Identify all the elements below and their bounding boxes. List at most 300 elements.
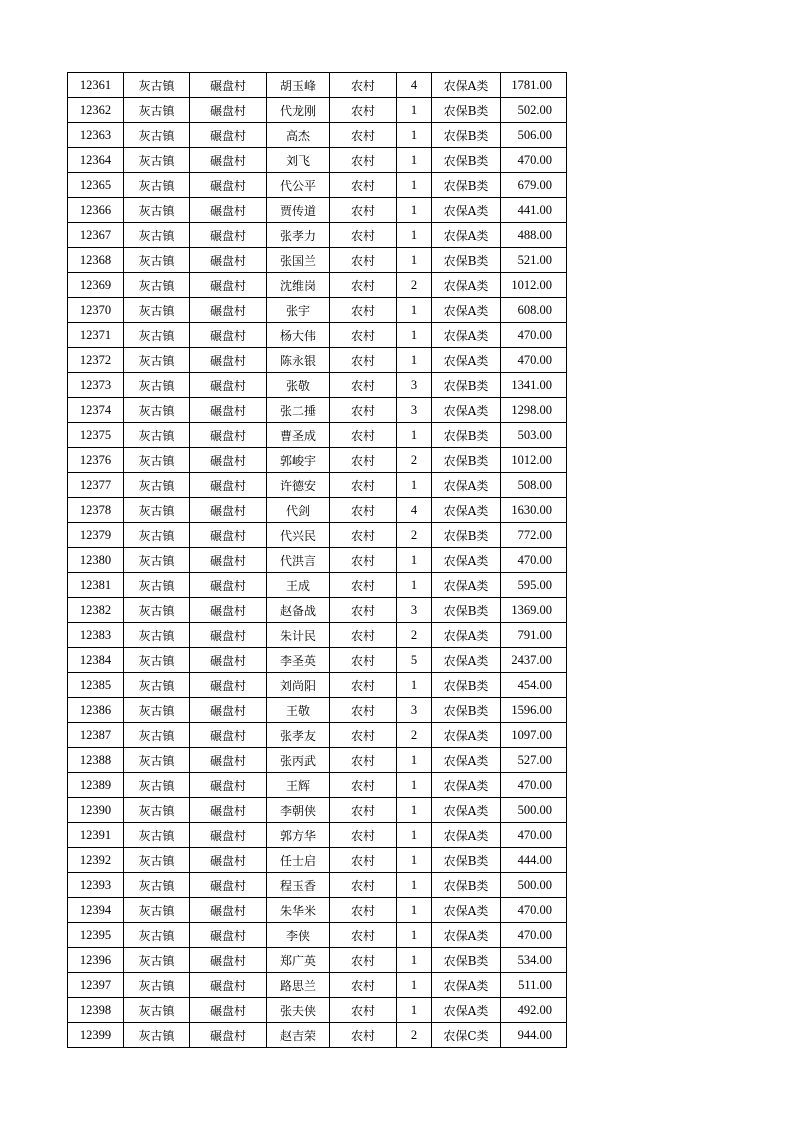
table-row — [68, 873, 567, 898]
household-type-cell: 农村 — [330, 173, 397, 198]
village-cell: 碾盘村 — [190, 998, 267, 1023]
row-number-cell: 12366 — [68, 198, 124, 223]
table-row — [68, 298, 567, 323]
insurance-category-cell: 农保A类 — [432, 73, 501, 98]
amount-cell: 511.00 — [501, 973, 567, 998]
town-cell: 灰古镇 — [124, 323, 190, 348]
record-table — [67, 72, 567, 1048]
household-type-cell: 农村 — [330, 223, 397, 248]
name-cell: 刘尚阳 — [267, 673, 330, 698]
insurance-category-cell: 农保B类 — [432, 423, 501, 448]
amount-cell: 470.00 — [501, 323, 567, 348]
town-cell: 灰古镇 — [124, 748, 190, 773]
village-cell: 碾盘村 — [190, 173, 267, 198]
insurance-category-cell: 农保A类 — [432, 623, 501, 648]
village-cell: 碾盘村 — [190, 123, 267, 148]
insurance-category-cell: 农保B类 — [432, 373, 501, 398]
name-cell: 代龙刚 — [267, 98, 330, 123]
town-cell: 灰古镇 — [124, 623, 190, 648]
row-number-cell: 12367 — [68, 223, 124, 248]
insurance-category-cell: 农保A类 — [432, 498, 501, 523]
member-count-cell: 1 — [397, 573, 432, 598]
member-count-cell: 1 — [397, 123, 432, 148]
table-row — [68, 848, 567, 873]
name-cell: 张宇 — [267, 298, 330, 323]
member-count-cell: 1 — [397, 198, 432, 223]
village-cell: 碾盘村 — [190, 273, 267, 298]
town-cell: 灰古镇 — [124, 73, 190, 98]
row-number-cell: 12380 — [68, 548, 124, 573]
village-cell: 碾盘村 — [190, 73, 267, 98]
member-count-cell: 3 — [397, 698, 432, 723]
row-number-cell: 12372 — [68, 348, 124, 373]
table-row — [68, 898, 567, 923]
insurance-category-cell: 农保A类 — [432, 973, 501, 998]
name-cell: 王成 — [267, 573, 330, 598]
household-type-cell: 农村 — [330, 773, 397, 798]
name-cell: 代剑 — [267, 498, 330, 523]
name-cell: 朱华米 — [267, 898, 330, 923]
amount-cell: 595.00 — [501, 573, 567, 598]
insurance-category-cell: 农保B类 — [432, 523, 501, 548]
name-cell: 刘飞 — [267, 148, 330, 173]
name-cell: 赵备战 — [267, 598, 330, 623]
member-count-cell: 1 — [397, 798, 432, 823]
household-type-cell: 农村 — [330, 623, 397, 648]
table-row — [68, 498, 567, 523]
name-cell: 张敬 — [267, 373, 330, 398]
table-row — [68, 223, 567, 248]
name-cell: 张孝友 — [267, 723, 330, 748]
household-type-cell: 农村 — [330, 898, 397, 923]
amount-cell: 1369.00 — [501, 598, 567, 623]
row-number-cell: 12385 — [68, 673, 124, 698]
row-number-cell: 12377 — [68, 473, 124, 498]
table-row — [68, 473, 567, 498]
name-cell: 任士启 — [267, 848, 330, 873]
insurance-category-cell: 农保A类 — [432, 648, 501, 673]
table-row — [68, 648, 567, 673]
member-count-cell: 4 — [397, 73, 432, 98]
table-row — [68, 423, 567, 448]
table-row — [68, 1023, 567, 1048]
insurance-category-cell: 农保B类 — [432, 848, 501, 873]
household-type-cell: 农村 — [330, 498, 397, 523]
row-number-cell: 12388 — [68, 748, 124, 773]
town-cell: 灰古镇 — [124, 148, 190, 173]
insurance-category-cell: 农保A类 — [432, 298, 501, 323]
table-row — [68, 948, 567, 973]
amount-cell: 500.00 — [501, 798, 567, 823]
name-cell: 代兴民 — [267, 523, 330, 548]
table-row — [68, 173, 567, 198]
amount-cell: 772.00 — [501, 523, 567, 548]
table-row — [68, 373, 567, 398]
name-cell: 赵吉荣 — [267, 1023, 330, 1048]
amount-cell: 1596.00 — [501, 698, 567, 723]
amount-cell: 1097.00 — [501, 723, 567, 748]
insurance-category-cell: 农保B类 — [432, 173, 501, 198]
row-number-cell: 12381 — [68, 573, 124, 598]
town-cell: 灰古镇 — [124, 448, 190, 473]
name-cell: 许德安 — [267, 473, 330, 498]
name-cell: 贾传道 — [267, 198, 330, 223]
household-type-cell: 农村 — [330, 1023, 397, 1048]
member-count-cell: 1 — [397, 773, 432, 798]
town-cell: 灰古镇 — [124, 348, 190, 373]
insurance-category-cell: 农保B类 — [432, 673, 501, 698]
town-cell: 灰古镇 — [124, 548, 190, 573]
amount-cell: 506.00 — [501, 123, 567, 148]
amount-cell: 1781.00 — [501, 73, 567, 98]
town-cell: 灰古镇 — [124, 648, 190, 673]
name-cell: 李朝侠 — [267, 798, 330, 823]
insurance-category-cell: 农保A类 — [432, 223, 501, 248]
village-cell: 碾盘村 — [190, 973, 267, 998]
town-cell: 灰古镇 — [124, 573, 190, 598]
insurance-category-cell: 农保A类 — [432, 748, 501, 773]
table-row — [68, 598, 567, 623]
row-number-cell: 12368 — [68, 248, 124, 273]
row-number-cell: 12371 — [68, 323, 124, 348]
row-number-cell: 12373 — [68, 373, 124, 398]
amount-cell: 502.00 — [501, 98, 567, 123]
table-row — [68, 348, 567, 373]
amount-cell: 492.00 — [501, 998, 567, 1023]
table-row — [68, 148, 567, 173]
member-count-cell: 2 — [397, 723, 432, 748]
town-cell: 灰古镇 — [124, 998, 190, 1023]
table-row — [68, 248, 567, 273]
insurance-category-cell: 农保B类 — [432, 98, 501, 123]
table-row — [68, 998, 567, 1023]
name-cell: 李侠 — [267, 923, 330, 948]
village-cell: 碾盘村 — [190, 798, 267, 823]
member-count-cell: 1 — [397, 673, 432, 698]
amount-cell: 503.00 — [501, 423, 567, 448]
household-type-cell: 农村 — [330, 473, 397, 498]
row-number-cell: 12374 — [68, 398, 124, 423]
row-number-cell: 12398 — [68, 998, 124, 1023]
row-number-cell: 12376 — [68, 448, 124, 473]
row-number-cell: 12362 — [68, 98, 124, 123]
household-type-cell: 农村 — [330, 373, 397, 398]
member-count-cell: 2 — [397, 523, 432, 548]
name-cell: 张丙武 — [267, 748, 330, 773]
member-count-cell: 1 — [397, 148, 432, 173]
insurance-category-cell: 农保A类 — [432, 723, 501, 748]
insurance-category-cell: 农保C类 — [432, 1023, 501, 1048]
village-cell: 碾盘村 — [190, 523, 267, 548]
village-cell: 碾盘村 — [190, 848, 267, 873]
member-count-cell: 3 — [397, 373, 432, 398]
amount-cell: 1630.00 — [501, 498, 567, 523]
table-row — [68, 923, 567, 948]
town-cell: 灰古镇 — [124, 223, 190, 248]
insurance-category-cell: 农保B类 — [432, 698, 501, 723]
village-cell: 碾盘村 — [190, 673, 267, 698]
amount-cell: 1298.00 — [501, 398, 567, 423]
table-row — [68, 548, 567, 573]
member-count-cell: 1 — [397, 873, 432, 898]
household-type-cell: 农村 — [330, 448, 397, 473]
member-count-cell: 1 — [397, 748, 432, 773]
insurance-category-cell: 农保B类 — [432, 948, 501, 973]
amount-cell: 791.00 — [501, 623, 567, 648]
insurance-category-cell: 农保A类 — [432, 898, 501, 923]
member-count-cell: 1 — [397, 323, 432, 348]
member-count-cell: 1 — [397, 173, 432, 198]
name-cell: 曹圣成 — [267, 423, 330, 448]
name-cell: 张国兰 — [267, 248, 330, 273]
name-cell: 王辉 — [267, 773, 330, 798]
household-type-cell: 农村 — [330, 698, 397, 723]
table-row — [68, 448, 567, 473]
village-cell: 碾盘村 — [190, 323, 267, 348]
member-count-cell: 1 — [397, 98, 432, 123]
member-count-cell: 1 — [397, 848, 432, 873]
household-type-cell: 农村 — [330, 598, 397, 623]
village-cell: 碾盘村 — [190, 573, 267, 598]
amount-cell: 444.00 — [501, 848, 567, 873]
town-cell: 灰古镇 — [124, 173, 190, 198]
town-cell: 灰古镇 — [124, 873, 190, 898]
insurance-category-cell: 农保B类 — [432, 148, 501, 173]
row-number-cell: 12383 — [68, 623, 124, 648]
household-type-cell: 农村 — [330, 73, 397, 98]
town-cell: 灰古镇 — [124, 798, 190, 823]
household-type-cell: 农村 — [330, 798, 397, 823]
village-cell: 碾盘村 — [190, 598, 267, 623]
insurance-category-cell: 农保B类 — [432, 873, 501, 898]
village-cell: 碾盘村 — [190, 223, 267, 248]
row-number-cell: 12390 — [68, 798, 124, 823]
table-row — [68, 98, 567, 123]
insurance-category-cell: 农保B类 — [432, 448, 501, 473]
town-cell: 灰古镇 — [124, 948, 190, 973]
name-cell: 杨大伟 — [267, 323, 330, 348]
insurance-category-cell: 农保A类 — [432, 323, 501, 348]
member-count-cell: 1 — [397, 248, 432, 273]
insurance-category-cell: 农保A类 — [432, 198, 501, 223]
town-cell: 灰古镇 — [124, 298, 190, 323]
amount-cell: 1012.00 — [501, 273, 567, 298]
table-row — [68, 773, 567, 798]
amount-cell: 470.00 — [501, 923, 567, 948]
table-row — [68, 673, 567, 698]
row-number-cell: 12389 — [68, 773, 124, 798]
member-count-cell: 1 — [397, 898, 432, 923]
village-cell: 碾盘村 — [190, 423, 267, 448]
town-cell: 灰古镇 — [124, 823, 190, 848]
insurance-category-cell: 农保B类 — [432, 123, 501, 148]
amount-cell: 527.00 — [501, 748, 567, 773]
household-type-cell: 农村 — [330, 823, 397, 848]
row-number-cell: 12399 — [68, 1023, 124, 1048]
name-cell: 沈维岗 — [267, 273, 330, 298]
member-count-cell: 1 — [397, 973, 432, 998]
member-count-cell: 3 — [397, 398, 432, 423]
row-number-cell: 12395 — [68, 923, 124, 948]
insurance-category-cell: 农保A类 — [432, 273, 501, 298]
member-count-cell: 4 — [397, 498, 432, 523]
row-number-cell: 12397 — [68, 973, 124, 998]
amount-cell: 454.00 — [501, 673, 567, 698]
amount-cell: 508.00 — [501, 473, 567, 498]
household-type-cell: 农村 — [330, 248, 397, 273]
village-cell: 碾盘村 — [190, 948, 267, 973]
village-cell: 碾盘村 — [190, 298, 267, 323]
town-cell: 灰古镇 — [124, 198, 190, 223]
village-cell: 碾盘村 — [190, 873, 267, 898]
member-count-cell: 1 — [397, 948, 432, 973]
town-cell: 灰古镇 — [124, 698, 190, 723]
amount-cell: 1341.00 — [501, 373, 567, 398]
name-cell: 郭峻宇 — [267, 448, 330, 473]
village-cell: 碾盘村 — [190, 373, 267, 398]
household-type-cell: 农村 — [330, 198, 397, 223]
village-cell: 碾盘村 — [190, 548, 267, 573]
household-type-cell: 农村 — [330, 923, 397, 948]
amount-cell: 2437.00 — [501, 648, 567, 673]
village-cell: 碾盘村 — [190, 398, 267, 423]
amount-cell: 441.00 — [501, 198, 567, 223]
name-cell: 张孝力 — [267, 223, 330, 248]
household-type-cell: 农村 — [330, 398, 397, 423]
town-cell: 灰古镇 — [124, 423, 190, 448]
amount-cell: 470.00 — [501, 898, 567, 923]
village-cell: 碾盘村 — [190, 923, 267, 948]
row-number-cell: 12369 — [68, 273, 124, 298]
village-cell: 碾盘村 — [190, 648, 267, 673]
town-cell: 灰古镇 — [124, 898, 190, 923]
village-cell: 碾盘村 — [190, 1023, 267, 1048]
town-cell: 灰古镇 — [124, 373, 190, 398]
household-type-cell: 农村 — [330, 748, 397, 773]
table-row — [68, 273, 567, 298]
amount-cell: 944.00 — [501, 1023, 567, 1048]
member-count-cell: 1 — [397, 548, 432, 573]
name-cell: 王敬 — [267, 698, 330, 723]
member-count-cell: 1 — [397, 348, 432, 373]
member-count-cell: 1 — [397, 473, 432, 498]
member-count-cell: 3 — [397, 598, 432, 623]
row-number-cell: 12375 — [68, 423, 124, 448]
name-cell: 高杰 — [267, 123, 330, 148]
insurance-category-cell: 农保A类 — [432, 923, 501, 948]
town-cell: 灰古镇 — [124, 398, 190, 423]
row-number-cell: 12392 — [68, 848, 124, 873]
insurance-category-cell: 农保A类 — [432, 398, 501, 423]
amount-cell: 470.00 — [501, 348, 567, 373]
household-type-cell: 农村 — [330, 873, 397, 898]
household-type-cell: 农村 — [330, 848, 397, 873]
town-cell: 灰古镇 — [124, 523, 190, 548]
town-cell: 灰古镇 — [124, 473, 190, 498]
row-number-cell: 12387 — [68, 723, 124, 748]
table-row — [68, 723, 567, 748]
table-row — [68, 973, 567, 998]
table-row — [68, 73, 567, 98]
village-cell: 碾盘村 — [190, 198, 267, 223]
table-row — [68, 623, 567, 648]
row-number-cell: 12379 — [68, 523, 124, 548]
insurance-category-cell: 农保A类 — [432, 573, 501, 598]
town-cell: 灰古镇 — [124, 273, 190, 298]
household-type-cell: 农村 — [330, 523, 397, 548]
name-cell: 代洪言 — [267, 548, 330, 573]
member-count-cell: 1 — [397, 823, 432, 848]
insurance-category-cell: 农保A类 — [432, 798, 501, 823]
village-cell: 碾盘村 — [190, 498, 267, 523]
insurance-category-cell: 农保A类 — [432, 548, 501, 573]
town-cell: 灰古镇 — [124, 598, 190, 623]
table-row — [68, 698, 567, 723]
town-cell: 灰古镇 — [124, 923, 190, 948]
town-cell: 灰古镇 — [124, 1023, 190, 1048]
row-number-cell: 12370 — [68, 298, 124, 323]
table-row — [68, 323, 567, 348]
household-type-cell: 农村 — [330, 123, 397, 148]
row-number-cell: 12365 — [68, 173, 124, 198]
town-cell: 灰古镇 — [124, 498, 190, 523]
household-type-cell: 农村 — [330, 348, 397, 373]
town-cell: 灰古镇 — [124, 973, 190, 998]
insurance-category-cell: 农保A类 — [432, 348, 501, 373]
record-table-body — [68, 73, 567, 1048]
row-number-cell: 12396 — [68, 948, 124, 973]
member-count-cell: 1 — [397, 923, 432, 948]
village-cell: 碾盘村 — [190, 823, 267, 848]
name-cell: 李圣英 — [267, 648, 330, 673]
table-row — [68, 748, 567, 773]
table-row — [68, 573, 567, 598]
name-cell: 郭方华 — [267, 823, 330, 848]
village-cell: 碾盘村 — [190, 773, 267, 798]
village-cell: 碾盘村 — [190, 148, 267, 173]
row-number-cell: 12394 — [68, 898, 124, 923]
member-count-cell: 2 — [397, 273, 432, 298]
household-type-cell: 农村 — [330, 298, 397, 323]
amount-cell: 500.00 — [501, 873, 567, 898]
household-type-cell: 农村 — [330, 98, 397, 123]
household-type-cell: 农村 — [330, 648, 397, 673]
insurance-category-cell: 农保A类 — [432, 473, 501, 498]
town-cell: 灰古镇 — [124, 673, 190, 698]
village-cell: 碾盘村 — [190, 723, 267, 748]
village-cell: 碾盘村 — [190, 448, 267, 473]
name-cell: 郑广英 — [267, 948, 330, 973]
household-type-cell: 农村 — [330, 323, 397, 348]
table-row — [68, 798, 567, 823]
village-cell: 碾盘村 — [190, 698, 267, 723]
table-row — [68, 523, 567, 548]
table-row — [68, 123, 567, 148]
household-type-cell: 农村 — [330, 273, 397, 298]
village-cell: 碾盘村 — [190, 473, 267, 498]
town-cell: 灰古镇 — [124, 848, 190, 873]
village-cell: 碾盘村 — [190, 248, 267, 273]
member-count-cell: 1 — [397, 223, 432, 248]
amount-cell: 470.00 — [501, 548, 567, 573]
insurance-category-cell: 农保B类 — [432, 598, 501, 623]
amount-cell: 470.00 — [501, 773, 567, 798]
name-cell: 陈永银 — [267, 348, 330, 373]
amount-cell: 470.00 — [501, 148, 567, 173]
village-cell: 碾盘村 — [190, 898, 267, 923]
record-table-container — [67, 72, 567, 1048]
village-cell: 碾盘村 — [190, 623, 267, 648]
